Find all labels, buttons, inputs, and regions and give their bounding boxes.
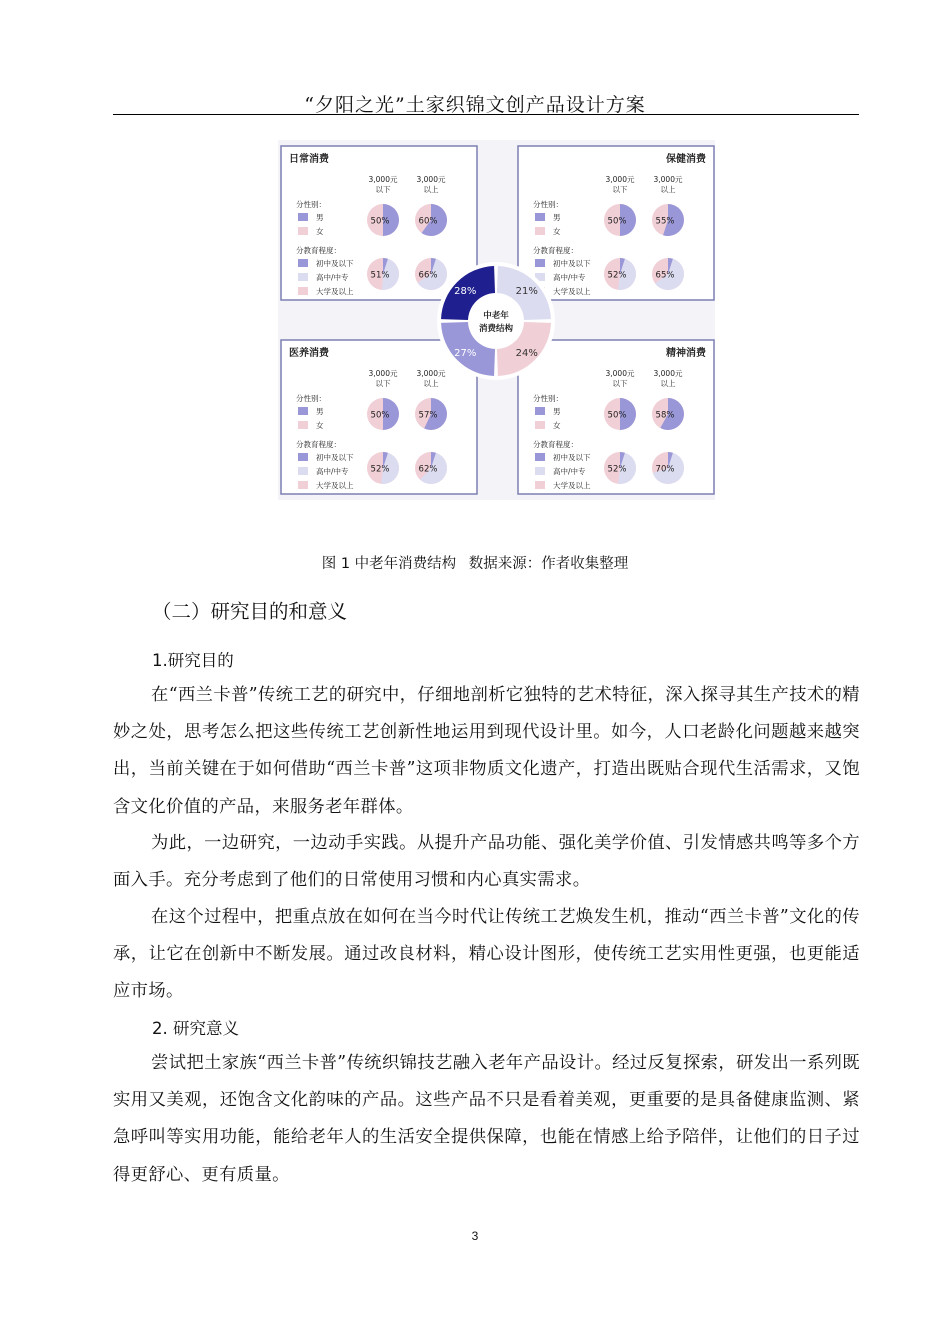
header-rule xyxy=(113,114,859,115)
education-legend-item: 大学及以上 xyxy=(316,287,354,296)
donut-segment-label: 21% xyxy=(515,286,538,298)
income-group-qualifier: 以上 xyxy=(660,185,676,194)
education-pie-label: 52% xyxy=(607,464,627,475)
gender-pie-label: 50% xyxy=(607,216,627,227)
income-group-amount: 3,000元 xyxy=(416,369,446,378)
income-group-qualifier: 以下 xyxy=(375,185,391,194)
education-legend-item: 初中及以下 xyxy=(553,453,591,462)
gender-legend-swatch xyxy=(535,227,545,235)
figure-caption-label: 图 1 中老年消费结构 xyxy=(321,556,457,572)
income-group-amount: 3,000元 xyxy=(605,175,635,184)
panel-title: 医养消费 xyxy=(289,348,329,359)
education-legend-swatch xyxy=(298,287,308,295)
donut-segment-label: 28% xyxy=(454,286,477,298)
education-legend-swatch xyxy=(298,481,308,489)
gender-legend-swatch xyxy=(298,421,308,429)
gender-legend-swatch xyxy=(535,407,545,415)
gender-pie-label: 55% xyxy=(655,216,675,227)
education-legend-item: 初中及以下 xyxy=(316,453,354,462)
significance-paragraph-1: 尝试把土家族“西兰卡普”传统织锦技艺融入老年产品设计。经过反复探索，研发出一系列既实用又美观，还饱含文化韵味的产品。这些产品不只是看着美观，更重要的是具备健康监测、紧急呼叫等实用功能，能给老年人的生活安全提供保障，也能在情感上给予陪伴，让他们的日子过得更舒心、更有质量。 xyxy=(113,1053,860,1185)
education-pie-label: 52% xyxy=(370,464,390,475)
purpose-paragraph-3: 在这个过程中，把重点放在如何在当今时代让传统工艺焕发生机，推动“西兰卡普”文化的传承，让它在创新中不断发展。通过改良材料，精心设计图形，使传统工艺实用性更强，也更能适应市场。 xyxy=(113,907,860,1002)
income-group-qualifier: 以下 xyxy=(375,379,391,388)
education-legend-swatch xyxy=(298,467,308,475)
gender-legend-title: 分性别： xyxy=(533,200,563,209)
education-pie-label: 62% xyxy=(418,464,438,475)
education-legend-title: 分教育程度： xyxy=(296,440,341,449)
panel-title: 日常消费 xyxy=(289,154,329,165)
purpose-paragraph-2: 为此，一边研究，一边动手实践。从提升产品功能、强化美学价值、引发情感共鸣等多个方面入手。充分考虑到了他们的日常使用习惯和内心真实需求。 xyxy=(113,833,860,891)
gender-legend-item: 女 xyxy=(553,421,561,430)
education-legend-title: 分教育程度： xyxy=(296,246,341,255)
gender-pie-label: 50% xyxy=(370,410,390,421)
income-group-qualifier: 以下 xyxy=(612,185,628,194)
donut-backdrop xyxy=(437,262,555,380)
income-group-qualifier: 以上 xyxy=(660,379,676,388)
education-legend-swatch xyxy=(298,273,308,281)
purpose-heading: 1.研究目的 xyxy=(152,651,234,670)
education-legend-swatch xyxy=(298,259,308,267)
panel-title: 保健消费 xyxy=(666,154,706,165)
education-legend-item: 高中/中专 xyxy=(553,467,586,476)
gender-legend-swatch xyxy=(298,213,308,221)
donut-center-label-line1: 中老年 xyxy=(483,311,509,321)
significance-heading: 2. 研究意义 xyxy=(152,1019,239,1038)
figure-caption xyxy=(0,552,950,573)
education-pie-label: 70% xyxy=(655,464,675,475)
gender-legend-swatch xyxy=(298,227,308,235)
education-legend-swatch xyxy=(535,259,545,267)
education-legend-item: 高中/中专 xyxy=(553,273,586,282)
education-pie-label: 51% xyxy=(370,270,390,281)
gender-legend-swatch xyxy=(535,213,545,221)
income-group-amount: 3,000元 xyxy=(416,175,446,184)
income-group-amount: 3,000元 xyxy=(368,175,398,184)
gender-legend-swatch xyxy=(535,421,545,429)
section-heading: （二）研究目的和意义 xyxy=(152,600,348,623)
gender-legend-item: 男 xyxy=(316,213,324,222)
page-header-title: “夕阳之光”土家织锦文创产品设计方案 xyxy=(304,94,646,116)
education-legend-item: 高中/中专 xyxy=(316,467,349,476)
gender-pie-label: 58% xyxy=(655,410,675,421)
income-group-qualifier: 以下 xyxy=(612,379,628,388)
education-legend-swatch xyxy=(298,453,308,461)
education-legend-title: 分教育程度： xyxy=(533,246,578,255)
income-group-qualifier: 以上 xyxy=(423,185,439,194)
consumption-chart-svg xyxy=(278,140,715,500)
donut-segment-label: 27% xyxy=(454,347,477,359)
education-legend-swatch xyxy=(535,481,545,489)
education-legend-item: 大学及以上 xyxy=(316,481,354,490)
income-group-amount: 3,000元 xyxy=(368,369,398,378)
donut-center-label-line2: 消费结构 xyxy=(478,324,514,334)
gender-legend-item: 男 xyxy=(553,213,561,222)
education-legend-swatch xyxy=(535,453,545,461)
education-pie-label: 52% xyxy=(607,270,627,281)
education-pie-label: 66% xyxy=(418,270,438,281)
donut-segment-label: 24% xyxy=(515,347,538,359)
gender-legend-item: 女 xyxy=(553,227,561,236)
education-legend-title: 分教育程度： xyxy=(533,440,578,449)
income-group-amount: 3,000元 xyxy=(605,369,635,378)
gender-legend-item: 女 xyxy=(316,421,324,430)
education-legend-item: 初中及以下 xyxy=(553,259,591,268)
income-group-amount: 3,000元 xyxy=(653,369,683,378)
gender-pie-label: 50% xyxy=(607,410,627,421)
consumption-structure-figure xyxy=(278,140,715,500)
education-legend-item: 大学及以上 xyxy=(553,287,591,296)
gender-pie-label: 50% xyxy=(370,216,390,227)
education-legend-item: 大学及以上 xyxy=(553,481,591,490)
gender-legend-swatch xyxy=(298,407,308,415)
figure-caption-source: 数据来源：作者收集整理 xyxy=(468,556,629,572)
education-legend-item: 高中/中专 xyxy=(316,273,349,282)
gender-legend-title: 分性别： xyxy=(296,200,326,209)
gender-pie-label: 60% xyxy=(418,216,438,227)
education-legend-item: 初中及以下 xyxy=(316,259,354,268)
page-number: 3 xyxy=(471,1229,479,1243)
gender-legend-title: 分性别： xyxy=(296,394,326,403)
panel-title: 精神消费 xyxy=(666,348,706,359)
income-group-qualifier: 以上 xyxy=(423,379,439,388)
income-group-amount: 3,000元 xyxy=(653,175,683,184)
education-pie-label: 65% xyxy=(655,270,675,281)
gender-legend-item: 男 xyxy=(553,407,561,416)
gender-legend-title: 分性别： xyxy=(533,394,563,403)
gender-legend-item: 男 xyxy=(316,407,324,416)
gender-legend-item: 女 xyxy=(316,227,324,236)
purpose-paragraph-1: 在“西兰卡普”传统工艺的研究中，仔细地剖析它独特的艺术特征，深入探寻其生产技术的精妙之处，思考怎么把这些传统工艺创新性地运用到现代设计里。如今，人口老龄化问题越来越突出，当前关键在于如何借助“西兰卡普”这项非物质文化遗产，打造出既贴合现代生活需求，又饱含文化价值的产品，来服务老年群体。 xyxy=(113,685,860,817)
education-legend-swatch xyxy=(535,467,545,475)
gender-pie-label: 57% xyxy=(418,410,438,421)
